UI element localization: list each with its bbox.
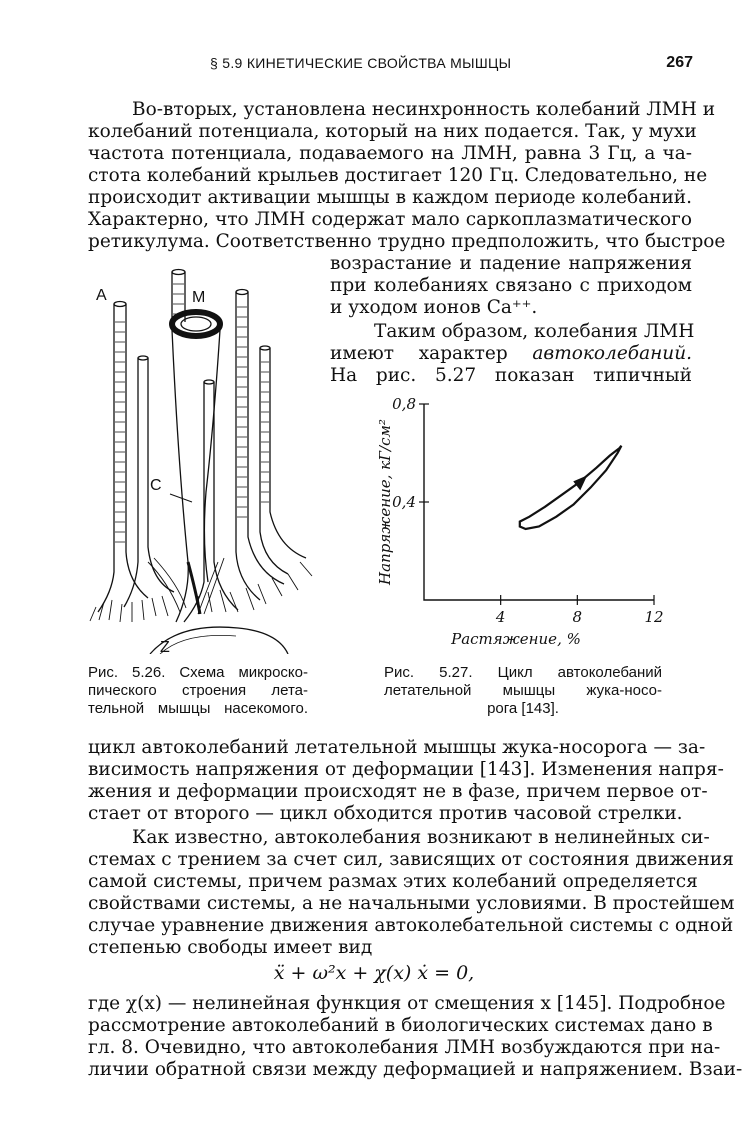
label-m: M bbox=[192, 289, 206, 306]
para3-line-2: висимость напряжения от деформации [143]. Изменения напря- bbox=[88, 759, 724, 780]
para1-line-5: происходит активации мышцы в каждом периоде колебаний. bbox=[88, 187, 692, 208]
y-axis-label: Напряжение, кГ/см² bbox=[376, 419, 394, 585]
para4-line-1: Как известно, автоколебания возникают в нелинейных си- bbox=[132, 827, 710, 848]
para4-line-3: самой системы, причем размах этих колебаний определяется bbox=[88, 871, 698, 892]
para5-line-1: где χ(x) — нелинейная функция от смещения x [145]. Подробное bbox=[88, 993, 726, 1014]
para1-line-4: стота колебаний крыльев достигает 120 Гц. Следовательно, не bbox=[88, 165, 708, 186]
x-tick-label: 12 bbox=[644, 608, 664, 626]
para4-line-4: свойствами системы, а не начальными условиями. В простейшем bbox=[88, 893, 735, 914]
cycle-curve bbox=[520, 446, 622, 529]
para1-line-9: при колебаниях связано с приходом bbox=[330, 275, 692, 296]
para2-line-1: Таким образом, колебания ЛМН bbox=[374, 321, 695, 342]
para3-line-1: цикл автоколебаний летательной мышцы жука-носорога — за- bbox=[88, 737, 706, 758]
x-tick-label: 4 bbox=[495, 608, 506, 626]
muscle-structure-figure bbox=[88, 262, 324, 654]
figure2-caption: Рис. 5.27. Цикл автоколебаний летательной мышцы жука-носо- рога [143]. bbox=[384, 664, 662, 717]
para3-line-3: жения и деформации происходят не в фазе, причем первое от- bbox=[88, 781, 708, 802]
label-c: C bbox=[150, 477, 162, 494]
para1-line-8: возрастание и падение напряжения bbox=[330, 253, 692, 274]
x-tick-label: 8 bbox=[572, 608, 583, 626]
para3-line-4: стает от второго — цикл обходится против часовой стрелки. bbox=[88, 803, 683, 824]
para2-line-2: имеют характер автоколебаний. bbox=[330, 343, 692, 364]
para4-line-6: степенью свободы имеет вид bbox=[88, 937, 373, 958]
running-header bbox=[0, 55, 748, 77]
y-tick-label: 0,8 bbox=[392, 395, 416, 413]
para1-line-2: колебаний потенциала, который на них подается. Так, у мухи bbox=[88, 121, 697, 142]
figure1-caption: Рис. 5.26. Схема микроско- пического строения лета- тельной мышцы насекомого. bbox=[88, 664, 308, 717]
para1-line-1: Во-вторых, установлена несинхронность колебаний ЛМН и bbox=[132, 99, 716, 120]
autooscillation-cycle-chart bbox=[368, 392, 678, 654]
para5-line-2: рассмотрение автоколебаний в биологических системах дано в bbox=[88, 1015, 713, 1036]
y-tick-label: 0,4 bbox=[392, 493, 416, 511]
label-a: A bbox=[96, 287, 107, 304]
para2-line-3: На рис. 5.27 показан типичный bbox=[330, 365, 692, 386]
direction-arrow bbox=[573, 475, 587, 490]
label-z: Z bbox=[160, 639, 170, 654]
section-title: § 5.9 КИНЕТИЧЕСКИЕ СВОЙСТВА МЫШЦЫ bbox=[210, 55, 512, 71]
para1-line-6: Характерно, что ЛМН содержат мало саркоплазматического bbox=[88, 209, 692, 230]
para4-line-5: случае уравнение движения автоколебательной системы с одной bbox=[88, 915, 734, 936]
para1-line-7: ретикулума. Соответственно трудно предположить, что быстрое bbox=[88, 231, 726, 252]
chart-axes bbox=[424, 404, 654, 600]
motion-equation: ẍ + ω²x + χ(x) ẋ = 0, bbox=[273, 962, 475, 984]
x-axis-label: Растяжение, % bbox=[451, 630, 581, 648]
para5-line-3: гл. 8. Очевидно, что автоколебания ЛМН возбуждаются при на- bbox=[88, 1037, 721, 1058]
para1-line-10: и уходом ионов Ca⁺⁺. bbox=[330, 297, 538, 318]
para5-line-4: личии обратной связи между деформацией и напряжением. Взаи- bbox=[88, 1059, 743, 1080]
page-number: 267 bbox=[666, 54, 693, 71]
para4-line-2: стемах с трением за счет сил, зависящих от состояния движения bbox=[88, 849, 734, 870]
para1-line-3: частота потенциала, подаваемого на ЛМН, равна 3 Гц, а ча- bbox=[88, 143, 692, 164]
